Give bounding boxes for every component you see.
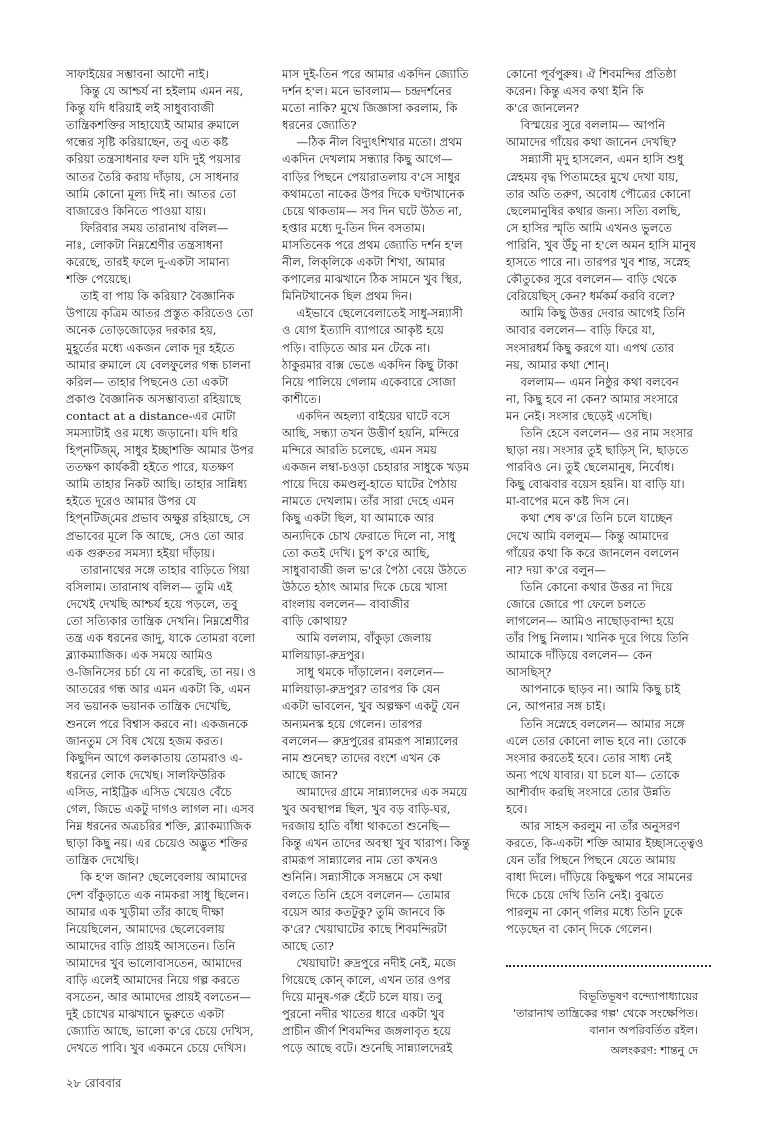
paragraph: তাই বা পায় কি করিয়া? বৈজ্ঞানিক উপায়ে কৃত্রিম আতর প্রস্তুত করিতেও তো অনেক তোড়জোড়ের দরকার হয়, মুহূর্তের মধ্যে একজন লোক দূর হইতে আমার রুমালে যে বেলফুলের গন্ধ চালনা করিল— তাহার পিছনেও তো একটা প্রকাণ্ড বৈজ্ঞানিক অসম্ভাব্যতা রহিয়াছে contact at a distance-এর মোটা সমস্যাটাই ওর মধ্যে জড়ানো। যদি ধরি হিপ্‌নটিজ্‌ম্‌, সাধুর ইচ্ছাশক্তি আমার উপর ততক্ষণ কার্যকরী হইতে পারে, যতক্ষণ আমি তাহার নিকট আছি। তাহার সান্নিধ্য হইতে দূরেও আমার উপর যে হিপ্‌নটিজ্‌মের প্রভাব অক্ষুণ্ণ রহিয়াছে, সে প্রভাবের মূলে কি আছে, সেও তো আর এক গুরুতর সমস্যা হইয়া দাঁড়ায়। — [66, 289, 254, 560]
text-column-3 — [506, 66, 711, 938]
paragraph: বললাম— এমন নিষ্ঠুর কথা বলবেন না, কিছু হবে না কেন? আমার সংসারে মন নেই। সংসার ছেড়েই এসেছি। — [506, 374, 679, 423]
paragraph: এইভাবে ছেলেবেলাতেই সাধু-সন্ন্যাসী ও যোগ ইত্যাদি ব্যাপারে আকৃষ্ট হয়ে পড়ি। বাড়িতে আর মন টেকে না। ঠাকুরমার বাক্স ভেঙে একদিন কিছু টাকা নিয়ে পালিয়ে গেলাম একেবারে সোজা কাশীতে। — [282, 306, 463, 406]
illustration-credit: অলংকরণ: শান্তনু দে — [610, 1044, 698, 1057]
credit-spelling-note: বানান অপরিবর্তিত রইল। — [589, 1024, 698, 1037]
page-number: ২৮ — [66, 1076, 81, 1090]
text-column-2 — [282, 66, 488, 1057]
dotted-separator — [506, 965, 711, 967]
paragraph: —ঠিক নীল বিদ্যুৎশিখার মতো। প্রথম একদিন দেখলাম সন্ধ্যার কিছু আগে— বাড়ির পিছনে পেয়ারাতলায় ব'সে সাধুর কথামতো নাকের উপর দিকে ঘণ্টাখানেক চেয়ে থাকতাম— সব দিন ঘটে উঠত না, হপ্তার মধ্যে দু-তিন দিন বসতাম। মাসতিনেক পরে প্রথম জ্যোতি দর্শন হ'ল নীল, লিক্‌লিকে একটা শিখা, আমার কপালের মাঝখানে ঠিক সামনে খুব স্থির, মিনিটখানেক ছিল প্রথম দিন। — [282, 135, 465, 304]
paragraph: আর সাহস করলুম না তাঁর অনুসরণ করতে, কি-একটা শক্তি আমার ইচ্ছাসত্ত্বেও যেন তাঁর পিছনে পিছনে যেতে আমায় বাধা দিলে। দাঁড়িয়ে কিছুক্ষণ পরে সামনের দিকে চেয়ে দেখি তিনি নেই। বুঝতে পারলুম না কোন্‌ গলির মধ্যে তিনি ঢুকে পড়েছেন বা কোন্‌ দিকে গেলেন। — [506, 819, 704, 936]
paragraph: সন্ন্যাসী মৃদু হাসলেন, এমন হাসি শুধু স্নেহময় বৃদ্ধ পিতামহের মুখে দেখা যায়, তার অতি তরুণ, অবোধ পৌত্রের কোনো ছেলেমানুষির কথার জন্য। সত্যি বলছি, সে হাসির স্মৃতি আমি এখনও ভুলতে পারিনি, খুব উঁচু না হ'লে অমন হাসি মানুষ হাসতে পারে না। তারপর খুব শান্ত, সস্নেহ কৌতুকের সুরে বললেন— বাড়ি থেকে বেরিয়েছিস্‌ কেন? ধর্মকর্ম করবি বলে? — [506, 152, 696, 304]
paragraph: তিনি হেসে বললেন— ওর নাম সংসার ছাড়া নয়। সংসার তুই ছাড়িস্‌ নি, ছাড়তে পারবিও নে। তুই ছেলেমানুষ, নির্বোধ। কিছু বোঝবার বয়েস হয়নি। যা বাড়ি যা। মা-বাপের মনে কষ্ট দিস নে। — [506, 425, 693, 509]
paragraph: মাস দুই-তিন পরে আমার একদিন জ্যোতি দর্শন হ'ল। মনে ভাবলাম— চন্দ্রদর্শনের মতো নাকি? মুখে জিজ্ঞাসা করলাম, কি ধরনের জ্যোতি? — [282, 67, 469, 133]
paragraph: কথা শেষ ক'রে তিনি চলে যাচ্ছেন দেখে আমি বললুম— কিন্তু আমাদের গাঁয়ের কথা কি করে জানলেন বললেন না? দয়া ক'রে বলুন— — [506, 511, 679, 577]
paragraph: ফিরিবার সময় তারানাথ বলিল— নাঃ, লোকটা নিম্নশ্রেণীর তন্ত্রসাধনা করেছে, তারই ফলে দু-একটা সামান্য শক্তি পেয়েছে। — [66, 220, 230, 287]
paragraph: আমাদের গ্রামে সান্ন্যালদের এক সময়ে খুব অবস্থাপন্ন ছিল, খুব বড় বাড়ি-ঘর, দরজায় হাতি বাঁধা থাকতো শুনেছি— কিন্তু এখন তাদের অবস্থা খুব খারাপ। কিন্তু রামরূপ সান্ন্যালের নাম তো কখনও শুনিনি। সন্ন্যাসীকে সসম্ভ্রমে সে কথা বলতে তিনি হেসে বললেন— তোমার বয়েস আর কতটুকু? তুমি জানবে কি ক'রে? খেয়াঘাটের কাছে শিবমন্দিরটা আছে তো? — [282, 784, 470, 953]
paragraph: তিনি কোনো কথার উত্তর না দিয়ে জোরে জোরে পা ফেলে চলতে লাগলেন— আমিও নাছোড়বান্দা হয়ে তাঁর পিছু নিলাম। খানিক দূরে গিয়ে তিনি আমাকে দাঁড়িয়ে বললেন— কেন আসছিস্‌? — [506, 579, 689, 680]
credit-author-line: বিভূতিভূষণ বন্দ্যোপাধ্যায়ের — [578, 990, 698, 1003]
paragraph: তারানাথের সঙ্গে তাহার বাড়িতে গিয়া বসিলাম। তারানাথ বলিল— তুমি এই দেখেই দেখছি আশ্চর্য হয়ে পড়লে, তবু তো সত্যিকার তান্ত্রিক দেখনি। নিম্নশ্রেণীর তন্ত্র এক ধরনের জাদু, যাকে তোমরা বলো ব্ল্যাকম্যাজিক। এক সময়ে আমিও ও-জিনিসের চর্চা যে না করেছি, তা নয়। ও আতরের গন্ধ আর এমন একটা কি, এমন সব ভয়ানক ভয়ানক তান্ত্রিক দেখেছি, শুনলে পরে বিশ্বাস করবে না। একজনকে জানতুম সে বিষ খেয়ে হজম করত। কিছুদিন আগে কলকাতায় তোমরাও এ- ধরনের লোক দেখেছ। সালফিউরিক এসিড, নাইট্রিক এসিড খেয়েও বেঁচে গেল, জিভে একটু দাগও লাগল না। এসব নিম্ন ধরনের অত্রচরির শক্তি, ব্ল্যাকম্যাজিক ছাড়া কিছু নয়। এর চেয়েও অদ্ভুত শক্তির তান্ত্রিক দেখেছি। — [66, 562, 257, 868]
paragraph: আপনাকে ছাড়ব না। আমি কিছু চাই নে, আপনার সঙ্গ চাই। — [506, 682, 681, 714]
paragraph: তিনি সস্নেহে বললেন— আমার সঙ্গে এলে তোর কোনো লাভ হবে না। তোকে সংসার করতেই হবে। তোর সাধ্য নেই অন্য পথে যাবার। যা চলে যা— তোকে আশীর্বাদ করছি সংসারে তোর উন্নতি হবে। — [506, 716, 687, 817]
magazine-name: রোববার — [84, 1076, 122, 1090]
paragraph: আমি বললাম, বাঁকুড়া জেলায় মালিয়াড়া-রুদ্রপুর। — [282, 631, 432, 663]
paragraph: কি হ'ল জান? ছেলেবেলায় আমাদের দেশ বাঁকুড়াতে এক নামকরা সাধু ছিলেন। আমার এক খুড়ীমা তাঁর কাছে দীক্ষা নিয়েছিলেন, আমাদের ছেলেবেলায় আমাদের বাড়ি প্রায়ই আসতেন। তিনি আমাদের খুব ভালোবাসতেন, আমাদের বাড়ি এলেই আমাদের নিয়ে গল্প করতে বসতেন, আর আমাদের প্রায়ই বলতেন— দুই চোখের মাঝখানে ভুরুতে একটা জ্যোতি আছে, ভালো ক'রে চেয়ে দেখিস, দেখতে পাবি। খুব একমনে চেয়ে দেখিস। — [66, 870, 254, 1056]
paragraph: বিস্ময়ের সুরে বললাম— আপনি আমাদের গাঁয়ের কথা জানেন দেখছি? — [506, 118, 677, 150]
paragraph: কোনো পূর্বপুরুষ। ঐ শিবমন্দির প্রতিষ্ঠা করেন। কিন্তু এসব কথা ইনি কি ক'রে জানলেন? — [506, 67, 677, 116]
paragraph: কিন্তু যে আশ্চর্য না হইলাম এমন নয়, কিন্তু যদি ধরিয়াই লই সাধুবাবাজী তান্ত্রিকশক্তির সাহায্যেই আমার রুমালে গন্ধের সৃষ্টি করিয়াছেন, তবু এত কষ্ট করিয়া তন্ত্রসাধনার ফল যদি দুই পয়সার আতর তৈরি করায় দাঁড়ায়, সে সাধনার আমি কোনো মূল্য দিই না। আতর তো বাজারেও কিনিতে পাওয়া যায়। — [66, 84, 244, 218]
paragraph: আমি কিছু উত্তর দেবার আগেই তিনি আবার বললেন— বাড়ি ফিরে যা, সংসারধর্ম কিছু করগে যা। এপথ তোর নয়, আমার কথা শোন্‌। — [506, 306, 686, 372]
page-footer — [66, 1075, 121, 1094]
credit-source-line: 'তারানাথ তান্ত্রিকের গল্প' থেকে সংক্ষেপিত। — [513, 1007, 698, 1020]
text-column-1 — [66, 66, 272, 1057]
paragraph: সাফাইয়ের সম্ভাবনা আদৌ নাই। — [66, 67, 209, 81]
paragraph: একদিন অহল্যা বাইয়ের ঘাটে বসে আছি, সন্ধ্যা তখন উত্তীর্ণ হয়নি, মন্দিরে মন্দিরে আরতি চলেছে, এমন সময় একজন লম্বা-চওড়া চেহারার সাধুকে খড়ম পায়ে দিয়ে কমণ্ডলু-হাতে ঘাটের পৈঠায় নামতে দেখলাম। তাঁর সারা দেহে এমন কিছু একটা ছিল, যা আমাকে আর অন্যদিকে চোখ ফেরাতে দিলে না, সাধু তো কতই দেখি। চুপ ক'রে আছি, সাধুবাবাজী জল ভ'রে পৈঠা বেয়ে উঠতে উঠতে হঠাৎ আমার দিকে চেয়ে খাসা বাংলায় বললেন— বাবাজীর বাড়ি কোথায়? — [282, 408, 470, 628]
source-credit — [513, 988, 698, 1039]
paragraph: সাধু থমকে দাঁড়ালেন। বললেন— মালিয়াড়া-রুদ্রপুর? তারপর কি যেন একটা ভাবলেন, খুব অল্পক্ষণ একটু যেন অন্যমনস্ক হয়ে গেলেন। তারপর বললেন— রুদ্রপুরের রামরূপ সান্ন্যালের নাম শুনেছ? তাদের বংশে এখন কে আছে জান? — [282, 665, 460, 782]
paragraph: খেয়াঘাট! রুদ্রপুরে নদীই নেই, মজে গিয়েছে কোন্‌ কালে, এখন তার ওপর দিয়ে মানুষ-গরু হেঁটে চলে যায়। তবু পুরনো নদীর খাতের ধারে একটা খুব প্রাচীন জীর্ণ শিবমন্দির জঙ্গলাবৃত হয়ে পড়ে আছে বটে। শুনেছি সান্ন্যালদেরই — [282, 955, 456, 1056]
